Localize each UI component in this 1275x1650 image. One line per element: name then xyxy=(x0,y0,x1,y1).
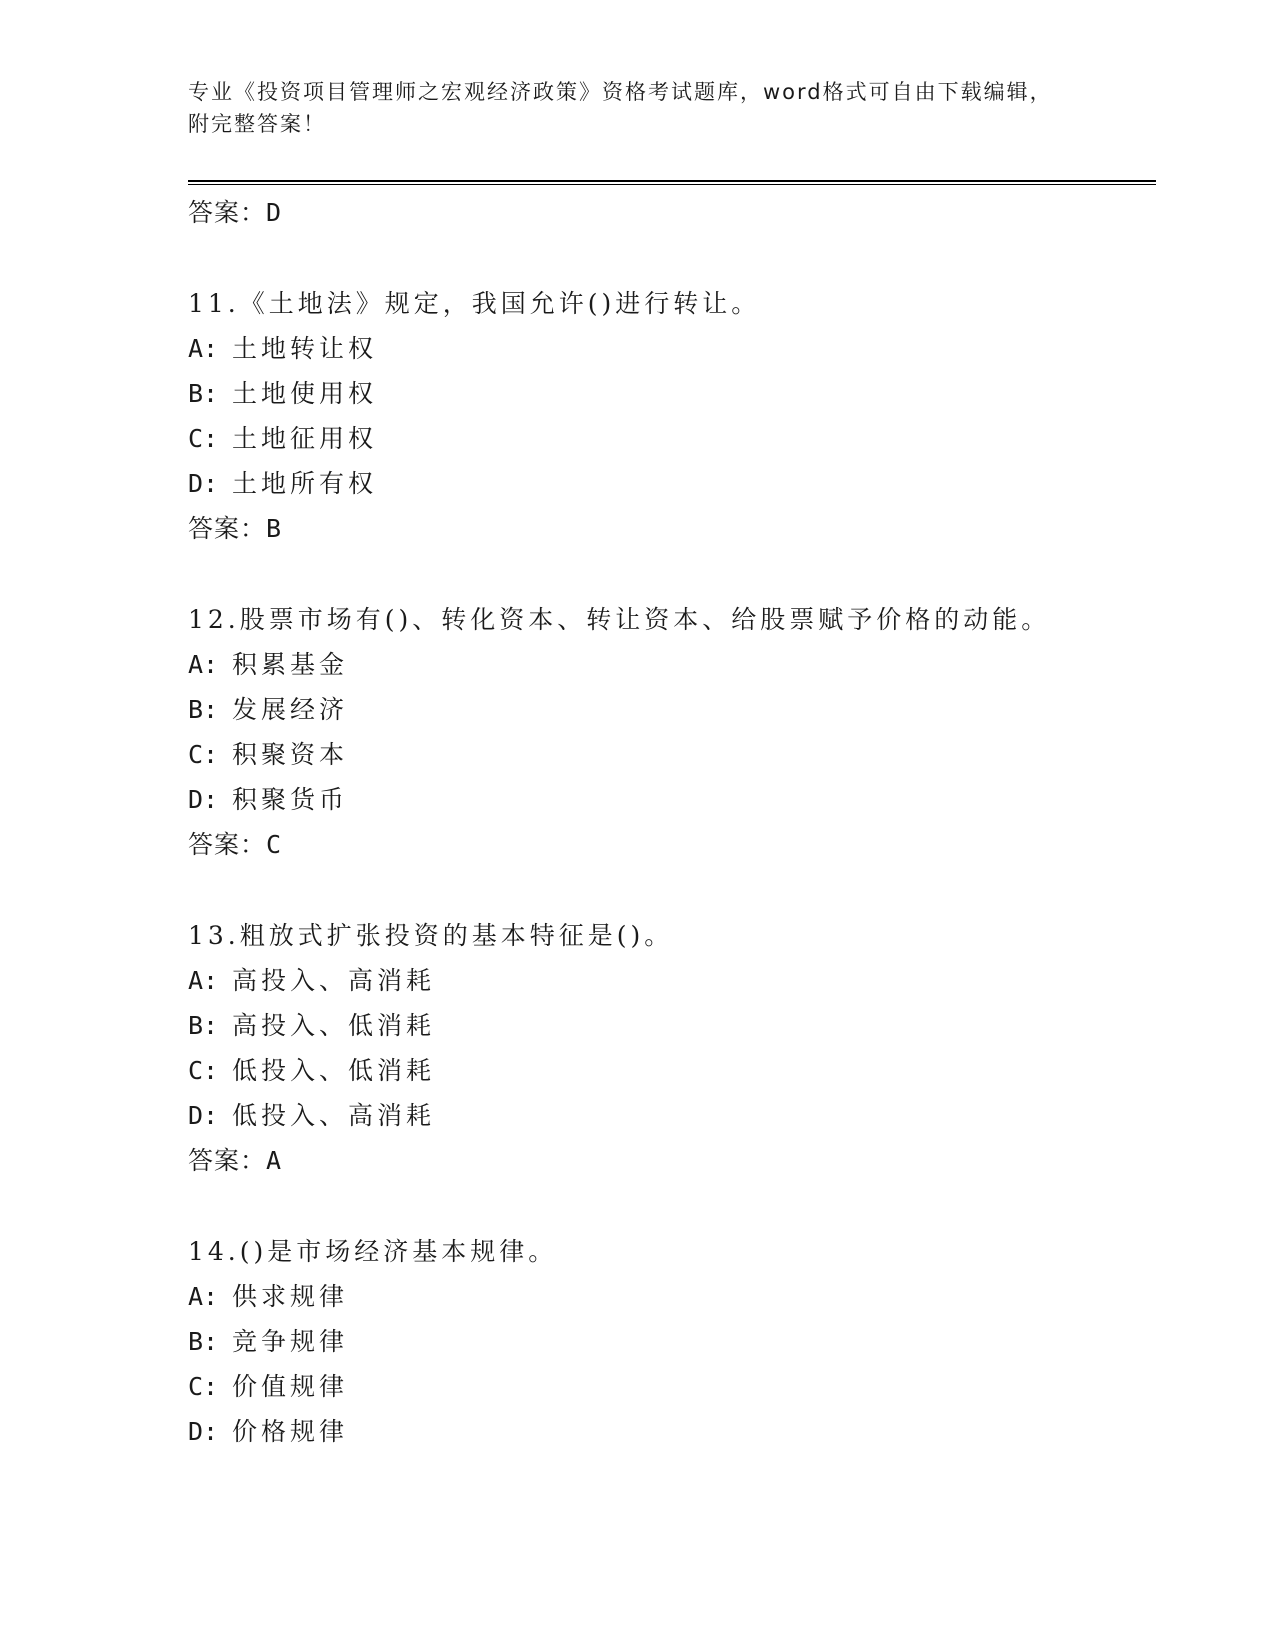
header-divider-thick xyxy=(188,180,1156,182)
option-text: 发展经济 xyxy=(232,695,349,724)
option-text: 积累基金 xyxy=(232,650,349,679)
option-text: 竞争规律 xyxy=(232,1327,349,1356)
option-a xyxy=(188,326,1148,371)
option-text: 积聚货币 xyxy=(232,785,349,814)
option-a xyxy=(188,958,1148,1003)
option-b xyxy=(188,1319,1148,1364)
question-block xyxy=(188,281,1148,551)
option-c xyxy=(188,1364,1148,1409)
answer-label: 答案： xyxy=(188,830,267,859)
option-key: C: xyxy=(188,1372,219,1401)
answer-label: 答案： xyxy=(188,198,267,227)
question-stem: 13.粗放式扩张投资的基本特征是()。 xyxy=(188,921,674,950)
option-text: 高投入、高消耗 xyxy=(232,966,436,995)
document-body xyxy=(188,190,1148,1454)
option-key: B: xyxy=(188,695,219,724)
option-a xyxy=(188,642,1148,687)
answer-value: C xyxy=(266,830,283,859)
option-key: A: xyxy=(188,650,219,679)
option-text: 价格规律 xyxy=(232,1417,349,1446)
option-key: C: xyxy=(188,740,219,769)
document-header: 专业《投资项目管理师之宏观经济政策》资格考试题库，word格式可自由下载编辑，附完整答案！ xyxy=(188,80,1053,136)
option-c xyxy=(188,732,1148,777)
option-key: C: xyxy=(188,424,219,453)
option-d xyxy=(188,777,1148,822)
question-block xyxy=(188,1229,1148,1454)
answer-line xyxy=(188,190,1148,235)
option-d xyxy=(188,461,1148,506)
option-b xyxy=(188,1003,1148,1048)
question-stem: 12.股票市场有()、转化资本、转让资本、给股票赋予价格的动能。 xyxy=(188,605,1051,634)
option-key: D: xyxy=(188,1417,219,1446)
question-block xyxy=(188,597,1148,867)
option-key: C: xyxy=(188,1056,219,1085)
option-text: 供求规律 xyxy=(232,1282,349,1311)
option-c xyxy=(188,1048,1148,1093)
option-text: 积聚资本 xyxy=(232,740,349,769)
header-divider-thin xyxy=(188,184,1156,185)
option-b xyxy=(188,687,1148,732)
option-key: D: xyxy=(188,785,219,814)
answer-line xyxy=(188,506,1148,551)
option-key: A: xyxy=(188,1282,219,1311)
option-d xyxy=(188,1409,1148,1454)
answer-value: B xyxy=(266,514,283,543)
answer-value: D xyxy=(266,198,283,227)
question-block xyxy=(188,913,1148,1183)
option-key: B: xyxy=(188,1327,219,1356)
option-key: B: xyxy=(188,1011,219,1040)
answer-value: A xyxy=(266,1146,283,1175)
option-key: D: xyxy=(188,1101,219,1130)
option-text: 低投入、低消耗 xyxy=(232,1056,436,1085)
answer-line xyxy=(188,822,1148,867)
option-text: 价值规律 xyxy=(232,1372,349,1401)
option-text: 土地转让权 xyxy=(232,334,378,363)
option-d xyxy=(188,1093,1148,1138)
option-a xyxy=(188,1274,1148,1319)
option-text: 低投入、高消耗 xyxy=(232,1101,436,1130)
question-stem: 14.()是市场经济基本规律。 xyxy=(188,1237,558,1266)
option-b xyxy=(188,371,1148,416)
option-text: 土地所有权 xyxy=(232,469,378,498)
option-key: B: xyxy=(188,379,219,408)
option-text: 土地征用权 xyxy=(232,424,378,453)
question-stem: 11.《土地法》规定，我国允许()进行转让。 xyxy=(188,289,761,318)
option-text: 高投入、低消耗 xyxy=(232,1011,436,1040)
option-c xyxy=(188,416,1148,461)
answer-line xyxy=(188,1138,1148,1183)
answer-label: 答案： xyxy=(188,1146,267,1175)
option-key: D: xyxy=(188,469,219,498)
option-text: 土地使用权 xyxy=(232,379,378,408)
option-key: A: xyxy=(188,334,219,363)
answer-label: 答案： xyxy=(188,514,267,543)
option-key: A: xyxy=(188,966,219,995)
